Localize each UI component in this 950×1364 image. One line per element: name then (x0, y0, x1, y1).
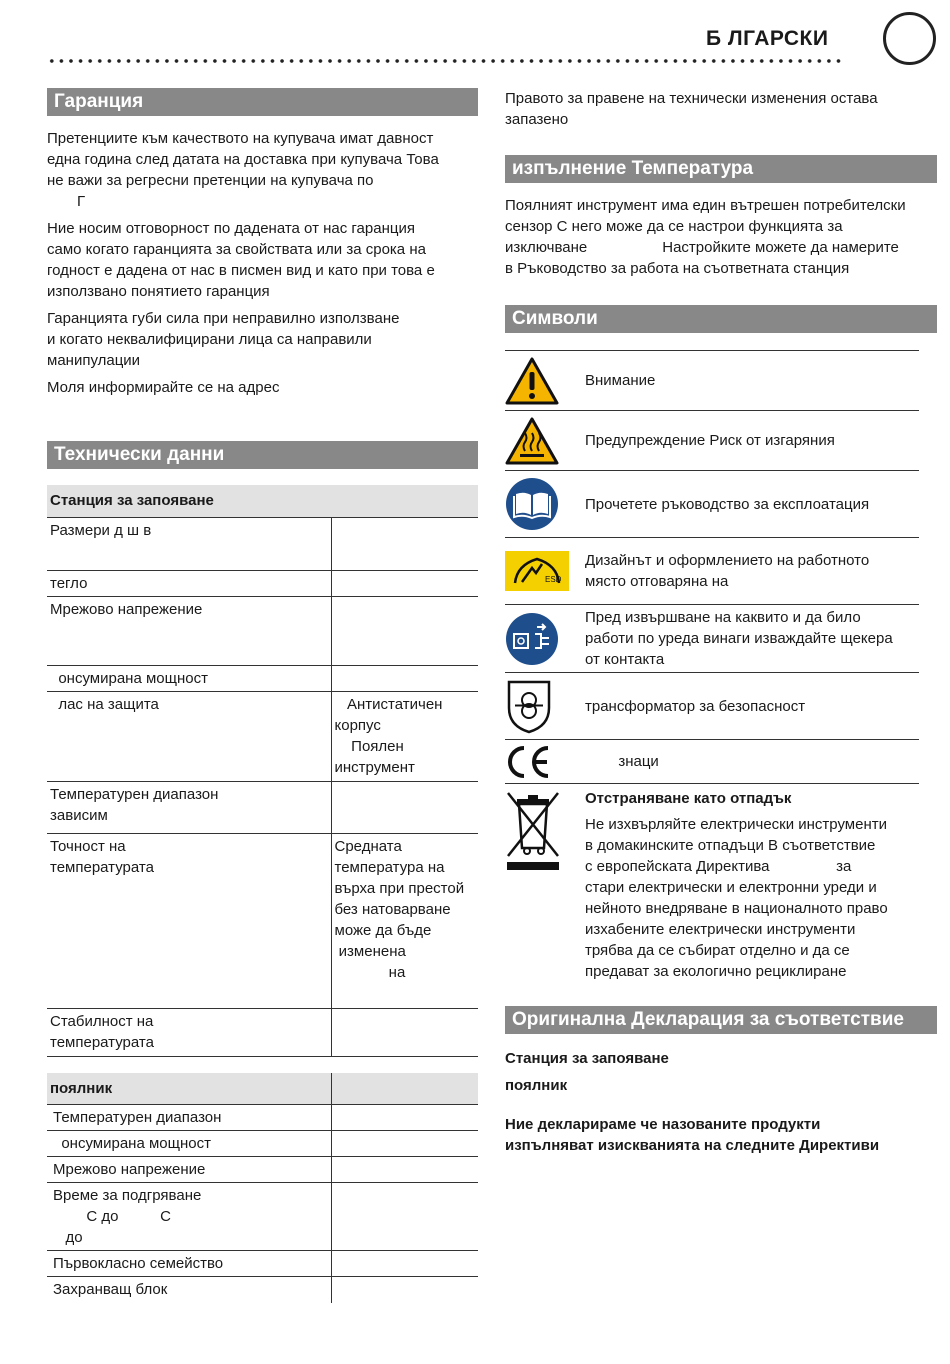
table-cell (331, 691, 478, 781)
table-cell (331, 1157, 478, 1183)
warranty-p4: Моля информирайте се на адрес (47, 379, 280, 396)
text-line: Поялен (334, 737, 404, 755)
warranty-text (47, 128, 478, 398)
warranty-p3 (47, 308, 478, 371)
text-line: стари електрически и електронни уреди и (585, 879, 877, 896)
table-cell: онсумирана мощност (47, 665, 331, 691)
text-line: до (53, 1229, 83, 1246)
text-line: място отговаряна на (585, 573, 729, 590)
svg-text:ESD: ESD (545, 575, 562, 584)
table-cell: Мрежово напрежение (47, 596, 331, 665)
text-line: Точност на (50, 837, 126, 855)
symbol-text: Прочетете ръководство за експлоатация (585, 495, 870, 513)
symbol-row (505, 351, 919, 411)
declaration-line: поялник (505, 1077, 568, 1094)
symbol-text (585, 786, 919, 986)
left-column (47, 88, 478, 1303)
symbols-table (505, 350, 919, 986)
text-line: зависим (50, 806, 108, 824)
weee-text (585, 814, 919, 982)
table-cell (47, 781, 331, 833)
table-cell (331, 1131, 478, 1157)
iron-table (47, 1073, 478, 1303)
text-line: корпус (334, 716, 381, 734)
symbols-heading: Символи (505, 305, 937, 333)
text-line: може да бъде (334, 921, 432, 939)
text-line: с европейската Директива за (585, 858, 852, 875)
text-line: Време за подгряване (53, 1187, 202, 1204)
dotted-divider (47, 58, 841, 64)
text-line: само когато гаранцията за свойствата или за срока на (47, 241, 426, 258)
table-cell: Размери д ш в (47, 517, 331, 570)
text-line: нейното внедряване в националното право (585, 900, 888, 917)
language-circle (883, 12, 936, 65)
text-line: изменена (334, 942, 406, 960)
text-line: инструмент (334, 758, 415, 776)
temperature-heading: изпълнение Температура (505, 155, 937, 183)
symbol-row (505, 538, 919, 605)
text-line: на (334, 963, 406, 981)
symbol-text: Внимание (585, 372, 656, 389)
text-line: Правото за правене на технически изменения остава (505, 90, 878, 107)
text-line: Температурен диапазон (50, 785, 219, 803)
symbol-text: трансформатор за безопасност (585, 697, 806, 715)
text-line: температура на (334, 858, 445, 876)
warranty-p1 (47, 128, 478, 212)
table-cell: Захранващ блок (47, 1277, 331, 1303)
declaration-line: Станция за запояване (505, 1050, 669, 1067)
text-line: в домакинските отпадъци В съответствие (585, 837, 876, 854)
unplug-icon (505, 612, 585, 666)
text-line: сензор С него може да се настрои функцията за (505, 218, 843, 235)
text-line: използвано понятието гаранция (47, 283, 270, 300)
text-line: изпълняват изискванията на следните Директиви (505, 1137, 880, 1154)
text-line: Не изхвърляйте електрически инструменти (585, 816, 887, 833)
text-line: температурата (50, 1033, 154, 1051)
weee-title: Отстраняване като отпадък (585, 790, 792, 807)
text-line: трябва да се събират отделно и да се (585, 942, 850, 959)
table-cell: лас на защита (47, 691, 331, 781)
text-line: Средната (334, 837, 402, 855)
text-line: върха при престой (334, 879, 465, 897)
table-cell (331, 1073, 478, 1105)
text-line: една година след датата на доставка при купувача Това (47, 151, 439, 168)
symbol-row (505, 740, 919, 784)
symbol-row (505, 673, 919, 740)
text-line: Антистатичен (334, 695, 443, 713)
table-cell (47, 833, 331, 1008)
text-line: работи по уреда винаги изваждайте щекера (585, 630, 893, 647)
esd-icon (505, 551, 585, 591)
text-line: изключване Настройките можете да намерите (505, 239, 899, 256)
table-cell: Мрежово напрежение (47, 1157, 331, 1183)
symbol-text (585, 603, 919, 674)
symbol-row (505, 784, 919, 986)
symbol-text: знаци (585, 753, 659, 770)
warranty-p2 (47, 218, 478, 302)
table-cell (331, 781, 478, 833)
table-cell (331, 596, 478, 665)
text-line: Стабилност на (50, 1012, 154, 1030)
table-cell (331, 1105, 478, 1131)
text-line: Гаранцията губи сила при неправилно използване (47, 310, 400, 327)
table-cell (331, 570, 478, 596)
warning-triangle-icon (505, 356, 585, 406)
text-line: Дизайнът и оформлението на работното (585, 552, 870, 569)
table-cell (331, 1277, 478, 1303)
text-line: Ние декларираме че назованите продукти (505, 1116, 821, 1133)
text-line: годност е дадена от нас в писмен вид и като при това е (47, 262, 435, 279)
text-line: предават за екологично рециклиране (585, 963, 847, 980)
symbol-row (505, 411, 919, 471)
text-line: Поялният инструмент има един вътрешен потребителски (505, 197, 906, 214)
techdata-heading: Технически данни (47, 441, 478, 469)
table-cell (331, 517, 478, 570)
text-line: Г (77, 193, 86, 210)
table-cell: тегло (47, 570, 331, 596)
text-line: не важи за регресни претенции на купувача по (47, 172, 374, 189)
text-line: и когато неквалифицирани лица са направили (47, 331, 372, 348)
symbol-text (585, 546, 919, 596)
table-cell (331, 1183, 478, 1251)
table-cell (47, 1183, 331, 1251)
declaration-statement (505, 1114, 937, 1156)
table-cell (331, 1251, 478, 1277)
language-title: Б ЛГАРСКИ (706, 27, 829, 50)
table-cell: онсумирана мощност (47, 1131, 331, 1157)
station-table (47, 485, 478, 1057)
table-cell (331, 665, 478, 691)
iron-table-header: поялник (47, 1073, 331, 1105)
tech-changes-note (505, 88, 937, 130)
station-table-header: Станция за запояване (47, 485, 478, 517)
text-line: запазено (505, 111, 569, 128)
weee-bin-icon (505, 786, 585, 870)
text-line: манипулации (47, 352, 141, 369)
symbol-row (505, 605, 919, 673)
text-line: от контакта (585, 651, 665, 668)
temperature-text (505, 195, 937, 279)
symbol-row (505, 471, 919, 538)
ce-mark-icon (505, 744, 585, 780)
text-line: изхабените електрически инструменти (585, 921, 856, 938)
text-line: Претенциите към качеството на купувача имат давност (47, 130, 434, 147)
safety-transformer-icon (505, 678, 585, 734)
text-line: Ние носим отговорност по дадената от нас гаранция (47, 220, 415, 237)
right-column (505, 88, 937, 1162)
warranty-heading: Гаранция (47, 88, 478, 116)
table-cell (47, 1008, 331, 1056)
table-cell (331, 1008, 478, 1056)
text-line: без натоварване (334, 900, 451, 918)
text-line: температурата (50, 858, 154, 876)
declaration-heading: Оригинална Декларация за съответствие (505, 1006, 937, 1034)
read-manual-icon (505, 477, 585, 531)
declaration-text (505, 1048, 937, 1156)
text-line: Пред извършване на каквито и да било (585, 609, 861, 626)
symbol-text: Предупреждение Риск от изгаряния (585, 432, 835, 449)
table-cell: Първокласно семейство (47, 1251, 331, 1277)
table-cell (331, 833, 478, 1008)
text-line: С до С (53, 1208, 171, 1225)
text-line: в Ръководство за работа на съответната станция (505, 260, 850, 277)
hot-surface-icon (505, 416, 585, 466)
table-cell: Температурен диапазон (47, 1105, 331, 1131)
